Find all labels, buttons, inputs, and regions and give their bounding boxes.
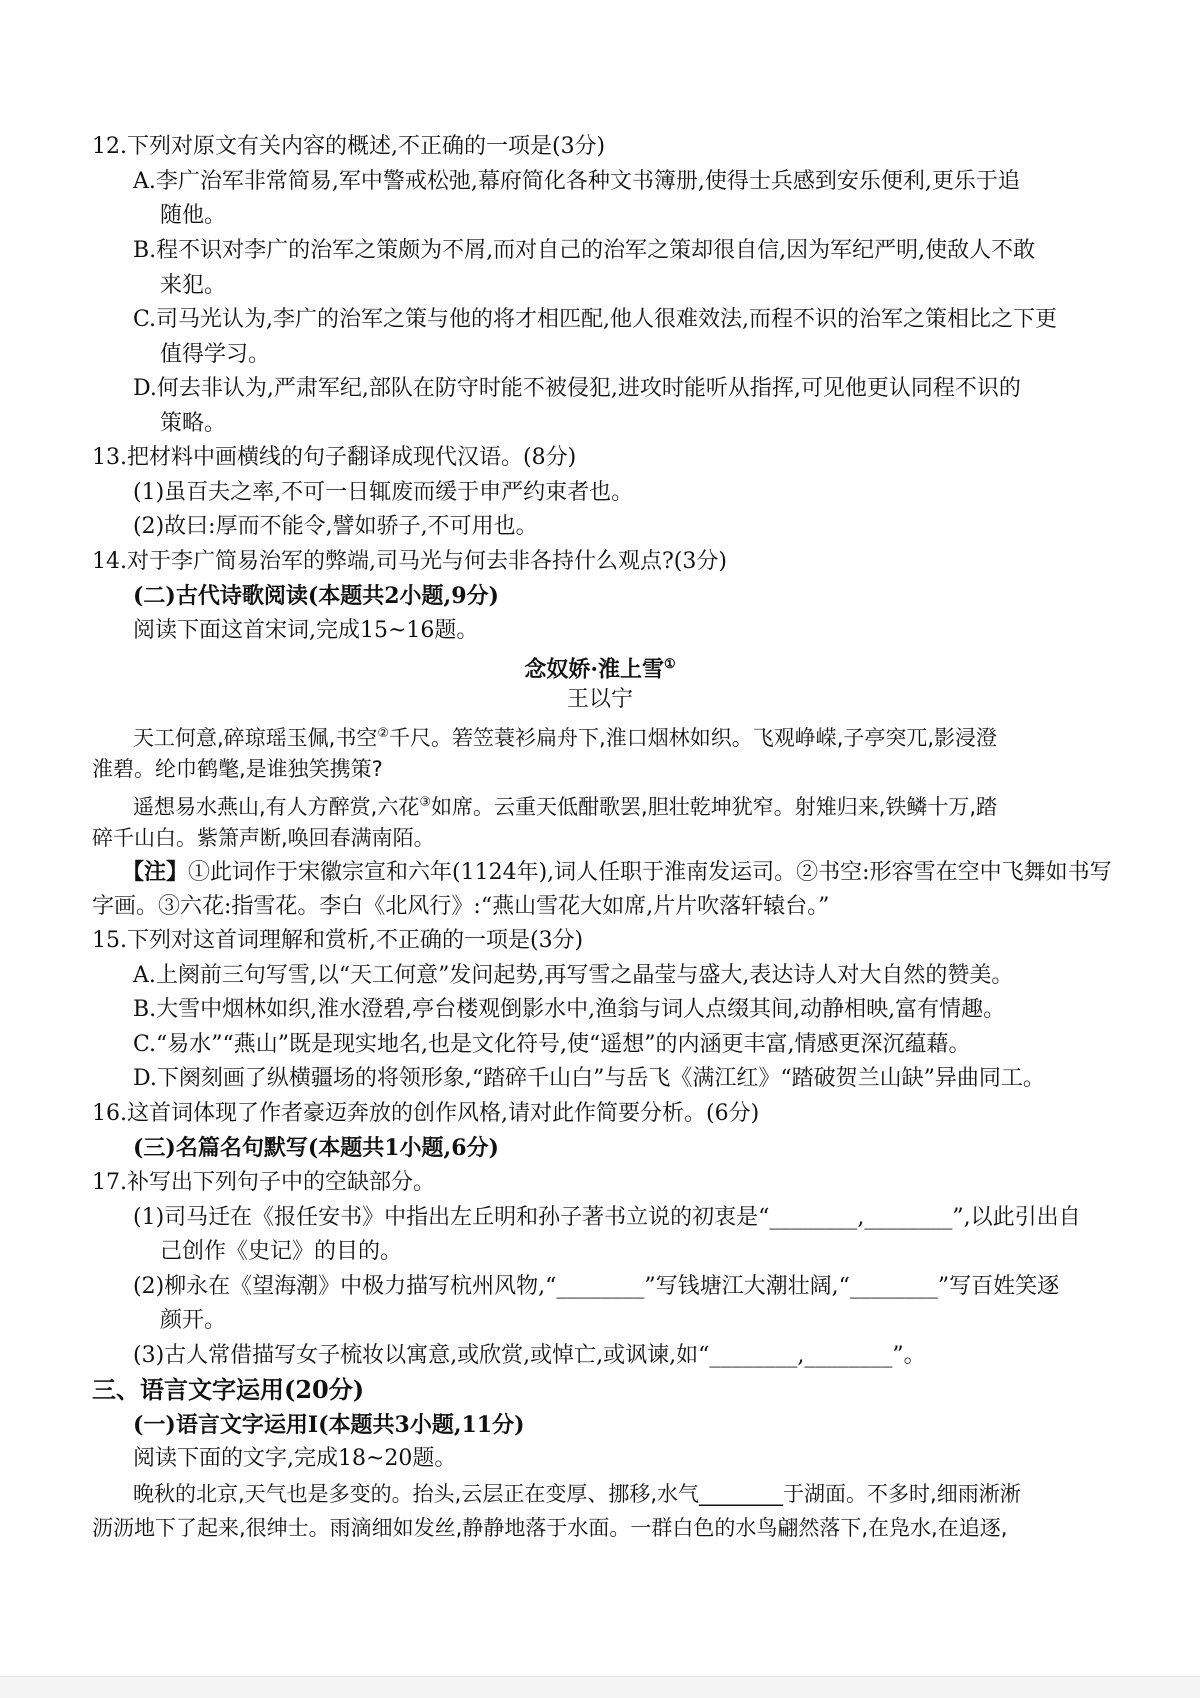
q17-stem: 17.补写出下列句子中的空缺部分。 xyxy=(92,1170,435,1195)
part-3-intro: 阅读下面的文字,完成18~20题。 xyxy=(133,1446,457,1471)
q15-option-c: C.“易水”“燕山”既是现实地名,也是文化符号,使“遥想”的内涵更丰富,情感更深沉蕴藉。 xyxy=(133,1032,971,1057)
section-2-intro: 阅读下面这首宋词,完成15~16题。 xyxy=(133,618,479,643)
poem-line: 天工何意,碎琼瑶玉佩,书空②千尺。箬笠蓑衫扁舟下,淮口烟林如织。飞观峥嵘,子亭突兀,影浸澄 xyxy=(133,726,998,750)
q17-item-2: (2)柳永在《望海潮》中极力描写杭州风物,“________”写钱塘江大潮壮阔,“________”写百姓笑逐 xyxy=(133,1274,1060,1299)
q17-item-1-cont: 己创作《史记》的目的。 xyxy=(160,1239,403,1264)
part-3-heading: 三、语言文字运用(20分) xyxy=(92,1375,365,1404)
q17-item-3: (3)古人常借描写女子梳妆以寓意,或欣赏,或悼亡,或讽谏,如“________,________”。 xyxy=(133,1343,926,1368)
poem-line: 淮碧。纶巾鹤氅,是谁独笑携策? xyxy=(92,757,383,781)
poem-line: 碎千山白。紫箫声断,唤回春满南陌。 xyxy=(92,826,435,850)
q13-sentence-2: (2)故曰:厚而不能令,譬如骄子,不可用也。 xyxy=(133,514,538,539)
poem-note-cont: 字画。③六花:指雪花。李白《北风行》:“燕山雪花大如席,片片吹落轩辕台。” xyxy=(92,894,830,919)
reading-passage-line: 晚秋的北京,天气也是多变的。抬头,云层正在变厚、挪移,水气________于湖面。不多时,细雨淅淅 xyxy=(133,1482,1021,1506)
q17-item-1: (1)司马迁在《报任安书》中指出左丘明和孙子著书立说的初衷是“________,________”,以此引出自 xyxy=(133,1205,1081,1230)
q15-option-d: D.下阕刻画了纵横疆场的将领形象,“踏碎千山白”与岳飞《满江红》“踏破贺兰山缺”异曲同工。 xyxy=(133,1066,1045,1091)
q12-option-a: A.李广治军非常简易,军中警戒松弛,幕府简化各种文书簿册,使得士兵感到安乐便利,更乐于追 xyxy=(133,169,1020,194)
q12-option-d-cont: 策略。 xyxy=(160,411,227,436)
q13-stem: 13.把材料中画横线的句子翻译成现代汉语。(8分) xyxy=(92,445,577,470)
reading-passage-line: 沥沥地下了起来,很绅士。雨滴细如发丝,静静地落于水面。一群白色的水鸟翩然落下,在凫水,在追逐, xyxy=(92,1516,1008,1540)
poem-line: 遥想易水燕山,有人方醉赏,六花③如席。云重天低酣歌罢,胆壮乾坤犹窄。射雉归来,铁鳞十万,踏 xyxy=(133,795,998,819)
q15-stem: 15.下列对这首词理解和赏析,不正确的一项是(3分) xyxy=(92,928,584,953)
q12-option-d: D.何去非认为,严肃军纪,部队在防守时能不被侵犯,进攻时能听从指挥,可见他更认同程不识的 xyxy=(133,376,1021,401)
part-3-subheading: (一)语言文字运用Ⅰ(本题共3小题,11分) xyxy=(133,1412,525,1438)
page-bottom-edge xyxy=(0,1676,1200,1698)
q12-option-a-cont: 随他。 xyxy=(160,203,227,228)
q13-sentence-1: (1)虽百夫之率,不可一日辄废而缓于申严约束者也。 xyxy=(133,480,634,505)
poem-title: 念奴娇·淮上雪① xyxy=(524,656,676,683)
q12-option-b-cont: 来犯。 xyxy=(160,273,227,298)
q15-option-b: B.大雪中烟林如织,淮水澄碧,亭台楼观倒影水中,渔翁与词人点缀其间,动静相映,富有情趣。 xyxy=(133,997,1006,1022)
q12-option-b: B.程不识对李广的治军之策颇为不屑,而对自己的治军之策却很自信,因为军纪严明,使敌人不敢 xyxy=(133,238,1036,263)
q16-stem: 16.这首词体现了作者豪迈奔放的创作风格,请对此作简要分析。(6分) xyxy=(92,1101,760,1126)
poem-note: 【注】①此词作于宋徽宗宣和六年(1124年),词人任职于淮南发运司。②书空:形容雪在空中飞舞如书写 xyxy=(122,859,1112,885)
section-3-heading: (三)名篇名句默写(本题共1小题,6分) xyxy=(133,1135,499,1161)
q17-item-2-cont: 颜开。 xyxy=(160,1308,227,1333)
q14-stem: 14.对于李广简易治军的弊端,司马光与何去非各持什么观点?(3分) xyxy=(92,549,727,574)
q12-option-c: C.司马光认为,李广的治军之策与他的将才相匹配,他人很难效法,而程不识的治军之策相比之下更 xyxy=(133,307,1058,332)
section-2-heading: (二)古代诗歌阅读(本题共2小题,9分) xyxy=(133,583,499,609)
poem-author: 王以宁 xyxy=(566,687,633,712)
q12-stem: 12.下列对原文有关内容的概述,不正确的一项是(3分) xyxy=(92,134,606,159)
q12-option-c-cont: 值得学习。 xyxy=(160,342,271,367)
q15-option-a: A.上阕前三句写雪,以“天工何意”发问起势,再写雪之晶莹与盛大,表达诗人对大自然的赞美。 xyxy=(133,963,1014,988)
